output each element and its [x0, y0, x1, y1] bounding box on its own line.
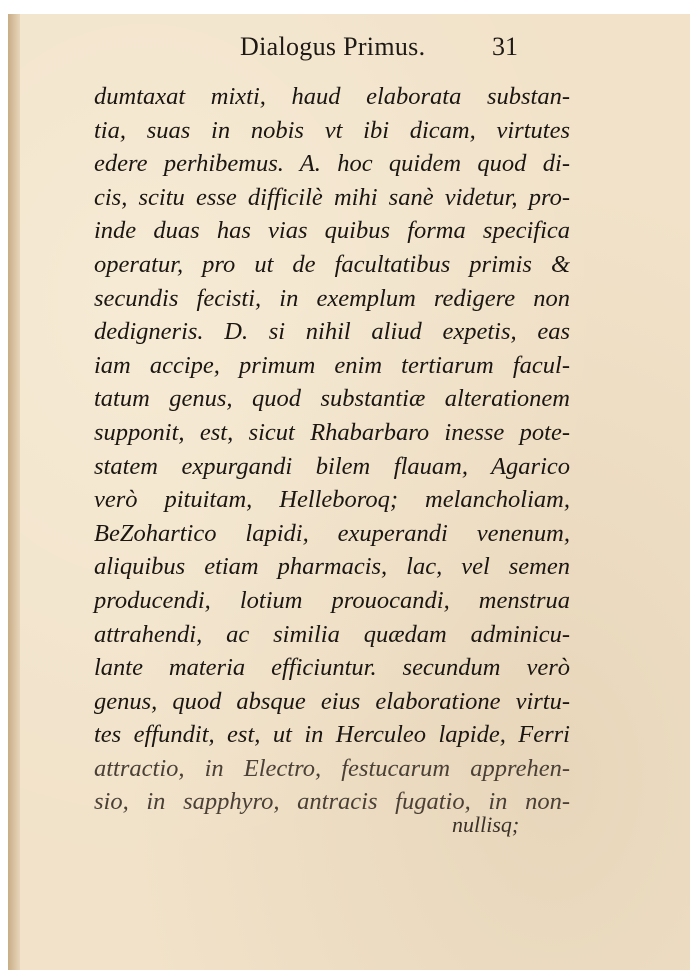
text-line: tatum genus, quod substantiæ alterationem [94, 385, 570, 413]
text-line: aliquibus etiam pharmacis, lac, vel semen [94, 553, 570, 581]
text-line: secundis fecisti, in exemplum redigere non [94, 284, 570, 312]
text-line: attractio, in Electro, festucarum apprehen- [94, 754, 570, 782]
text-line: genus, quod absque eius elaboratione virtu- [94, 687, 570, 715]
text-line: tes effundit, est, ut in Herculeo lapide, Ferri [94, 721, 570, 749]
text-line: dedigneris. D. si nihil aliud expetis, eas [94, 318, 570, 346]
text-line: attrahendi, ac similia quædam adminicu- [94, 620, 570, 648]
page-header [0, 32, 690, 72]
text-line: statem expurgandi bilem flauam, Agarico [94, 452, 570, 480]
text-line: operatur, pro ut de facultatibus primis & [94, 250, 570, 278]
page-number: 31 [492, 32, 518, 61]
text-line: edere perhibemus. A. hoc quidem quod di- [94, 150, 570, 178]
text-line: sio, in sapphyro, antracis fugatio, in non- [94, 788, 570, 816]
body-text [94, 80, 570, 819]
text-line: dumtaxat mixti, haud elaborata substan- [94, 83, 570, 110]
text-line: lante materia efficiuntur. secundum verò [94, 654, 570, 682]
page-gutter [8, 14, 20, 970]
text-line: BeZohartico lapidi, exuperandi venenum, [94, 519, 570, 547]
text-line: iam accipe, primum enim tertiarum facul- [94, 351, 570, 379]
running-title: Dialogus Primus. [240, 32, 426, 61]
text-line: supponit, est, sicut Rhabarbaro inesse pote- [94, 418, 570, 446]
text-line: tia, suas in nobis vt ibi dicam, virtutes [94, 116, 570, 144]
catchword: nullisq; [452, 812, 520, 837]
text-line: cis, scitu esse difficilè mihi sanè videtur, pro- [94, 183, 570, 211]
text-line: inde duas has vias quibus forma specifica [94, 217, 570, 245]
text-line: verò pituitam, Helleboroq; melancholiam, [94, 486, 570, 514]
text-line: producendi, lotium prouocandi, menstrua [94, 586, 570, 614]
